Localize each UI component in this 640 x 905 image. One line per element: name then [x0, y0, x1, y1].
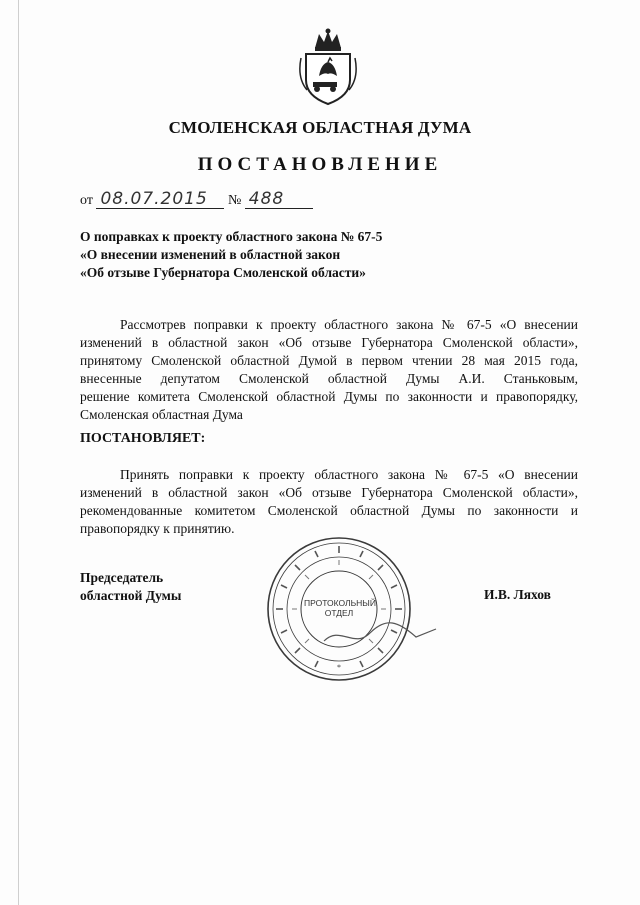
paragraph-line: Принять поправки к проекту областного закона № 67-5 «О внесении [120, 467, 578, 482]
signatory-name: И.В. Ляхов [484, 587, 551, 602]
date-value: 08.07.2015 [96, 190, 224, 209]
paragraph-line: внесенные депутатом Смоленской областной Думы А.И. Станьковым, [80, 371, 578, 386]
number-prefix: № [227, 193, 242, 208]
resolution-paragraph [80, 466, 578, 538]
paragraph-line: Смоленская областная Дума [80, 407, 243, 422]
date-prefix: от [80, 193, 93, 208]
subject-line: «Об отзыве Губернатора Смоленской области» [80, 265, 366, 280]
paragraph-line: изменений в областной закон «Об отзыве Губернатора Смоленской области», [80, 335, 578, 350]
signatory-position [80, 569, 181, 605]
paragraph-line: изменений в областной закон «Об отзыве Губернатора Смоленской области», [80, 485, 578, 500]
resolves-heading: ПОСТАНОВЛЯЕТ: [80, 431, 206, 446]
paragraph-line: Рассмотрев поправки к проекту областного закона № 67-5 «О внесении [120, 317, 578, 332]
number-value: 488 [245, 190, 313, 209]
subject-block [80, 228, 540, 282]
paragraph-line: решение комитета Смоленской областной Думы по законности и правопорядку, [80, 389, 578, 404]
subject-line: О поправках к проекту областного закона № 67-5 [80, 229, 383, 244]
document-type-title: ПОСТАНОВЛЕНИЕ [197, 154, 443, 175]
svg-text:*: * [337, 663, 341, 672]
organization-title: СМОЛЕНСКАЯ ОБЛАСТНАЯ ДУМА [168, 118, 472, 137]
position-line: областной Думы [80, 588, 182, 603]
paragraph-line: принятому Смоленской областной Думой в первом чтении 28 мая 2015 года, [80, 353, 578, 368]
date-number-line [80, 190, 313, 214]
preamble-paragraph [80, 316, 578, 424]
official-seal [265, 535, 413, 683]
coat-of-arms-icon [297, 28, 359, 108]
paragraph-line: рекомендованные комитетом Смоленской областной Думы по законности и [80, 503, 578, 518]
seal-center-line: ОТДЕЛ [324, 608, 354, 618]
handwritten-signature [320, 615, 440, 655]
seal-center-line: ПРОТОКОЛЬНЫЙ [304, 598, 376, 608]
paragraph-line: правопорядку к принятию. [80, 521, 235, 536]
subject-line: «О внесении изменений в областной закон [80, 247, 341, 262]
position-line: Председатель [80, 570, 164, 585]
